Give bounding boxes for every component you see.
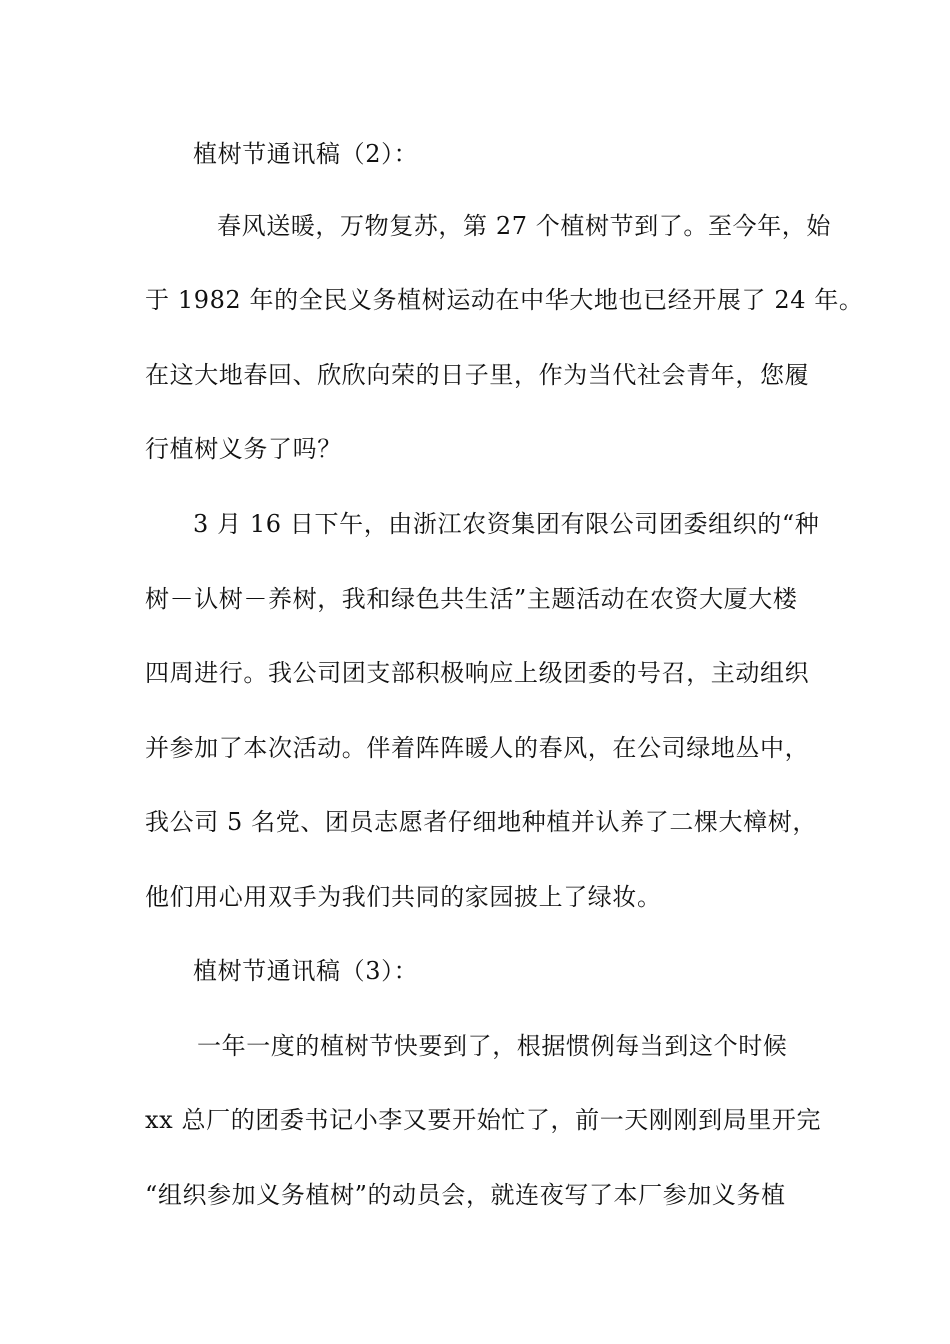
paragraph-line: “组织参加义务植树”的动员会，就连夜写了本厂参加义务植 — [145, 1181, 786, 1209]
section-heading-2: 植树节通讯稿（2）： — [193, 140, 419, 168]
section-heading-3: 植树节通讯稿（3）： — [193, 957, 419, 985]
paragraph-line: 我公司 5 名党、团员志愿者仔细地种植并认养了二棵大樟树， — [145, 808, 817, 836]
paragraph-line: 3 月 16 日下午，由浙江农资集团有限公司团委组织的“种 — [193, 510, 820, 538]
paragraph-line: 并参加了本次活动。伴着阵阵暖人的春风，在公司绿地丛中， — [145, 734, 810, 762]
paragraph-line: 他们用心用双手为我们共同的家园披上了绿妆。 — [145, 883, 662, 911]
paragraph-line: 行植树义务了吗？ — [145, 435, 342, 463]
paragraph-line: xx 总厂的团委书记小李又要开始忙了，前一天刚刚到局里开完 — [145, 1106, 822, 1134]
paragraph-line: 春风送暖，万物复苏，第 27 个植树节到了。至今年，始 — [217, 212, 831, 240]
paragraph-line: 于 1982 年的全民义务植树运动在中华大地也已经开展了 24 年。 — [145, 286, 864, 314]
paragraph-line: 树－认树－养树，我和绿色共生活”主题活动在农资大厦大楼 — [145, 585, 798, 613]
paragraph-line: 在这大地春回、欣欣向荣的日子里，作为当代社会青年，您履 — [145, 361, 810, 389]
paragraph-line: 四周进行。我公司团支部积极响应上级团委的号召，主动组织 — [145, 659, 810, 687]
paragraph-line: 一年一度的植树节快要到了，根据惯例每当到这个时候 — [197, 1032, 788, 1060]
